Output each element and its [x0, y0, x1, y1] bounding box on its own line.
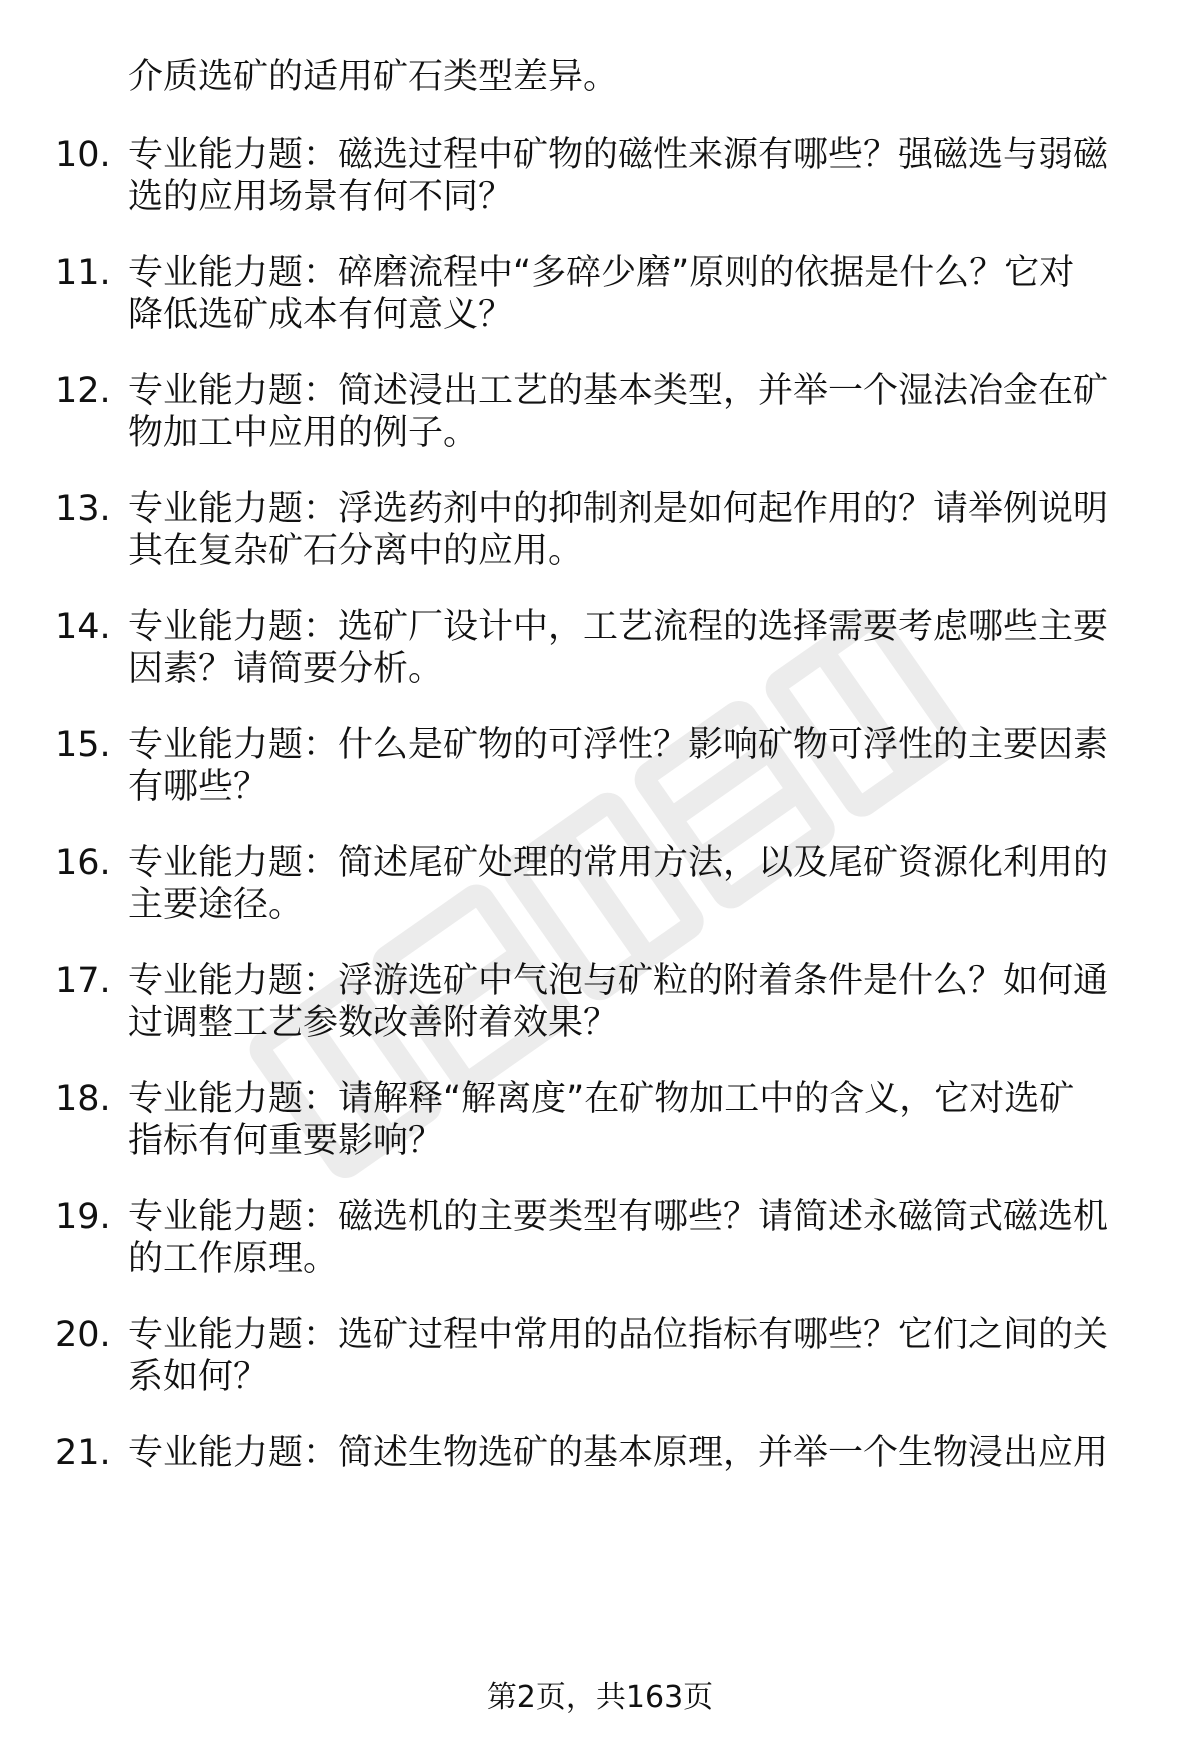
question-text-line1: 专业能力题：请解释“解离度”在矿物加工中的含义，它对选矿: [128, 1079, 1075, 1119]
question-text-line1: 专业能力题：简述生物选矿的基本原理，并举一个生物浸出应用: [128, 1433, 1109, 1473]
question-number: 21.: [55, 1433, 111, 1473]
question-number: 11.: [55, 253, 111, 293]
question-text-line2: 选的应用场景有何不同？: [128, 177, 514, 217]
question-text-line1: 专业能力题：磁选过程中矿物的磁性来源有哪些？强磁选与弱磁: [128, 135, 1109, 175]
question-text-line1: 专业能力题：选矿厂设计中，工艺流程的选择需要考虑哪些主要: [128, 607, 1109, 647]
question-text-line2: 过调整工艺参数改善附着效果？: [128, 1003, 619, 1043]
question-number: 13.: [55, 489, 111, 529]
question-text-line1: 专业能力题：浮游选矿中气泡与矿粒的附着条件是什么？如何通: [128, 961, 1109, 1001]
question-number: 14.: [55, 607, 111, 647]
question-number: 16.: [55, 843, 111, 883]
question-text-line2: 系如何？: [128, 1357, 269, 1397]
question-number: 15.: [55, 725, 111, 765]
question-text-line1: 专业能力题：浮选药剂中的抑制剂是如何起作用的？请举例说明: [128, 489, 1109, 529]
question-text-line2: 其在复杂矿石分离中的应用。: [128, 531, 584, 571]
continuation-text: 介质选矿的适用矿石类型差异。: [128, 57, 619, 97]
question-text-line2: 有哪些？: [128, 767, 269, 807]
question-number: 20.: [55, 1315, 111, 1355]
page-footer: 第2页，共163页: [486, 1680, 714, 1715]
question-text-line2: 的工作原理。: [128, 1239, 339, 1279]
question-text-line1: 专业能力题：简述浸出工艺的基本类型，并举一个湿法冶金在矿: [128, 371, 1109, 411]
question-text-line1: 专业能力题：磁选机的主要类型有哪些？请简述永磁筒式磁选机: [128, 1197, 1109, 1237]
question-text-line1: 专业能力题：简述尾矿处理的常用方法，以及尾矿资源化利用的: [128, 843, 1109, 883]
question-text-line1: 专业能力题：什么是矿物的可浮性？影响矿物可浮性的主要因素: [128, 725, 1109, 765]
question-number: 12.: [55, 371, 111, 411]
question-number: 19.: [55, 1197, 111, 1237]
question-text-line2: 因素？请简要分析。: [128, 649, 444, 689]
question-number: 18.: [55, 1079, 111, 1119]
question-number: 17.: [55, 961, 111, 1001]
question-text-line1: 专业能力题：碎磨流程中“多碎少磨”原则的依据是什么？它对: [128, 253, 1075, 293]
question-text-line2: 降低选矿成本有何意义？: [128, 295, 514, 335]
question-text-line2: 物加工中应用的例子。: [128, 413, 479, 453]
question-text-line2: 主要途径。: [128, 885, 304, 925]
question-text-line1: 专业能力题：选矿过程中常用的品位指标有哪些？它们之间的关: [128, 1315, 1109, 1355]
question-text-line2: 指标有何重要影响？: [128, 1121, 444, 1161]
question-number: 10.: [55, 135, 111, 175]
